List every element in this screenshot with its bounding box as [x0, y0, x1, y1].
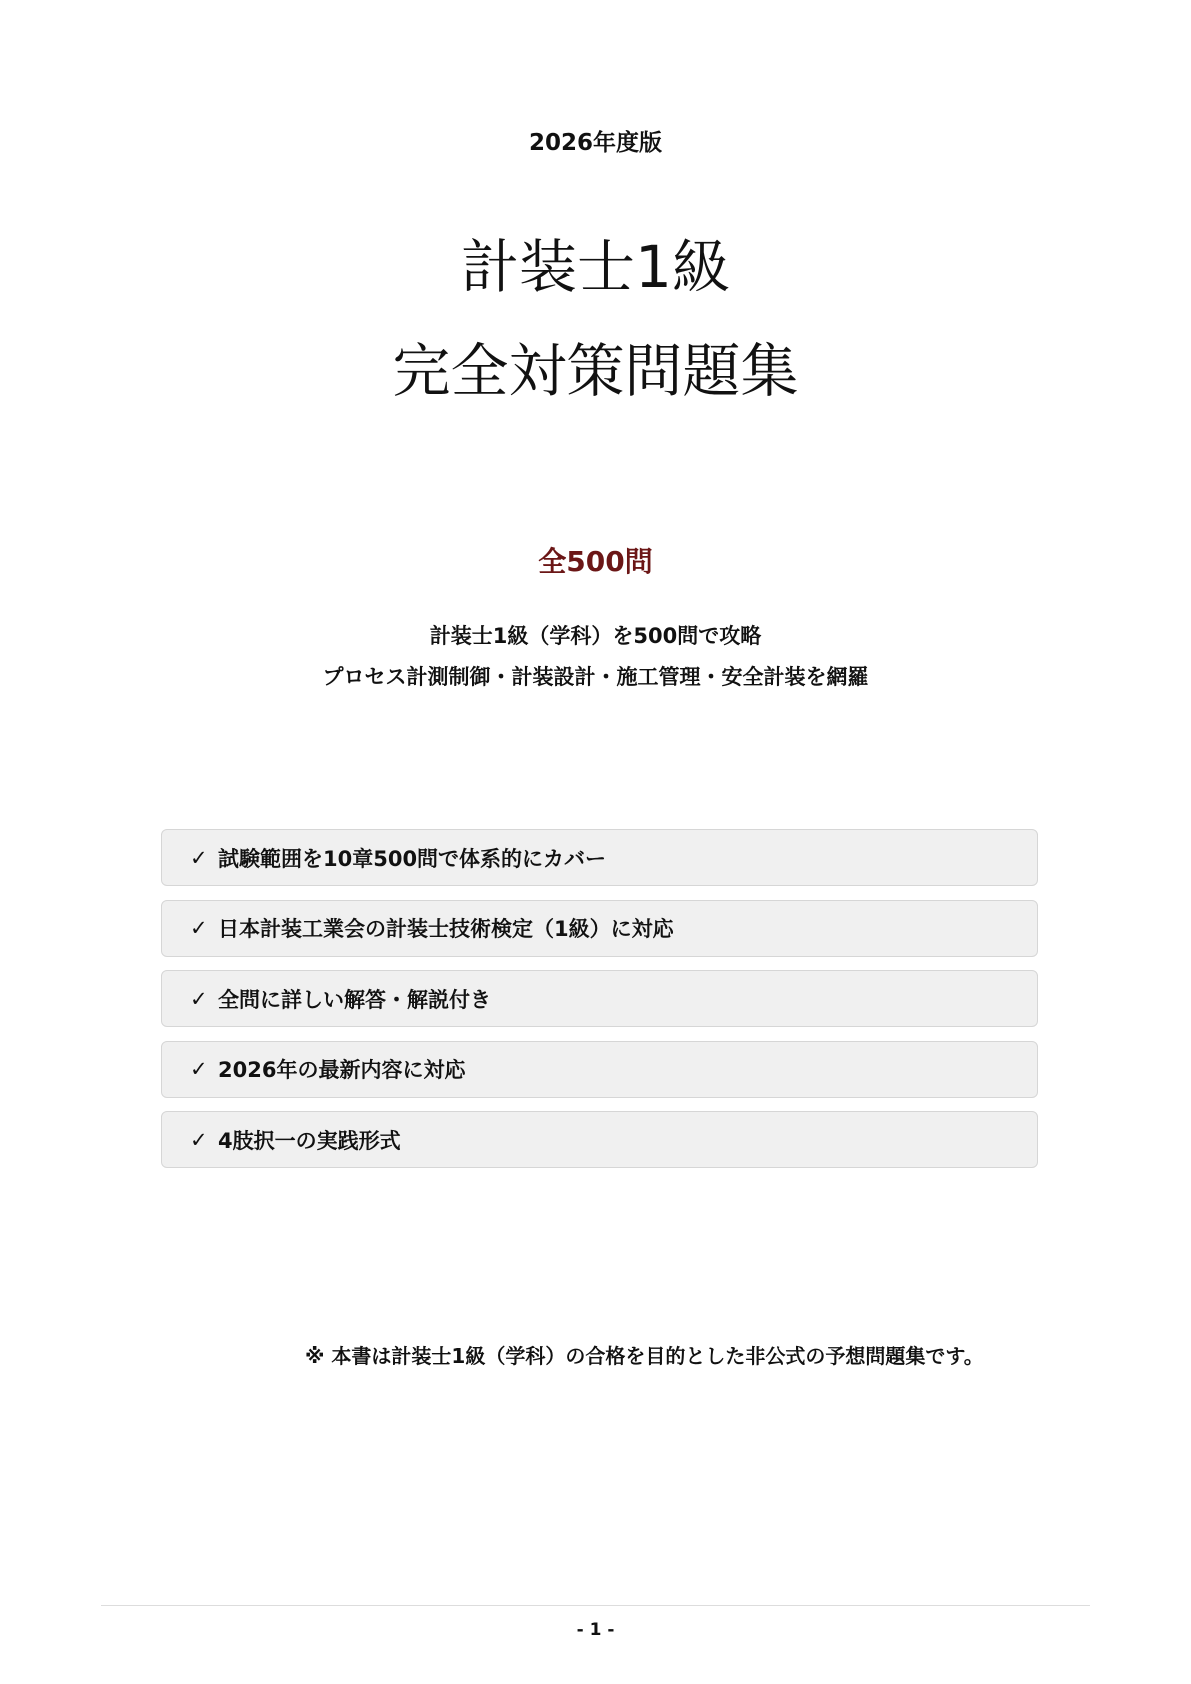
feature-item — [161, 970, 1038, 1027]
footer-divider — [101, 1605, 1090, 1606]
page-number: - 1 - — [576, 1620, 615, 1640]
check-icon: ✓ — [190, 916, 208, 940]
check-icon: ✓ — [190, 1057, 208, 1081]
feature-item — [161, 1041, 1038, 1098]
subtitle-line-2: プロセス計測制御・計装設計・施工管理・安全計装を網羅 — [322, 665, 869, 689]
disclaimer-note: ※ 本書は計装士1級（学科）の合格を目的とした非公式の予想問題集です。 — [305, 1344, 984, 1368]
feature-item — [161, 900, 1038, 957]
feature-text: 2026年の最新内容に対応 — [218, 1058, 466, 1082]
edition-label: 2026年度版 — [528, 130, 662, 156]
title-line-2: 完全対策問題集 — [392, 337, 799, 405]
feature-text: 試験範囲を10章500問で体系的にカバー — [218, 846, 607, 871]
check-icon: ✓ — [190, 845, 208, 870]
feature-text: 4肢択一の実践形式 — [218, 1128, 401, 1153]
feature-item — [161, 829, 1038, 886]
check-icon: ✓ — [190, 986, 208, 1011]
subtitle-line-1: 計装士1級（学科）を500問で攻略 — [429, 624, 762, 648]
question-count: 全500問 — [538, 545, 653, 578]
feature-text: 日本計装工業会の計装士技術検定（1級）に対応 — [218, 917, 674, 941]
check-icon: ✓ — [190, 1127, 208, 1152]
title-line-1: 計装士1級 — [461, 233, 730, 301]
feature-text: 全問に詳しい解答・解説付き — [218, 987, 491, 1012]
feature-item — [161, 1111, 1038, 1168]
feature-list — [161, 829, 1038, 1182]
